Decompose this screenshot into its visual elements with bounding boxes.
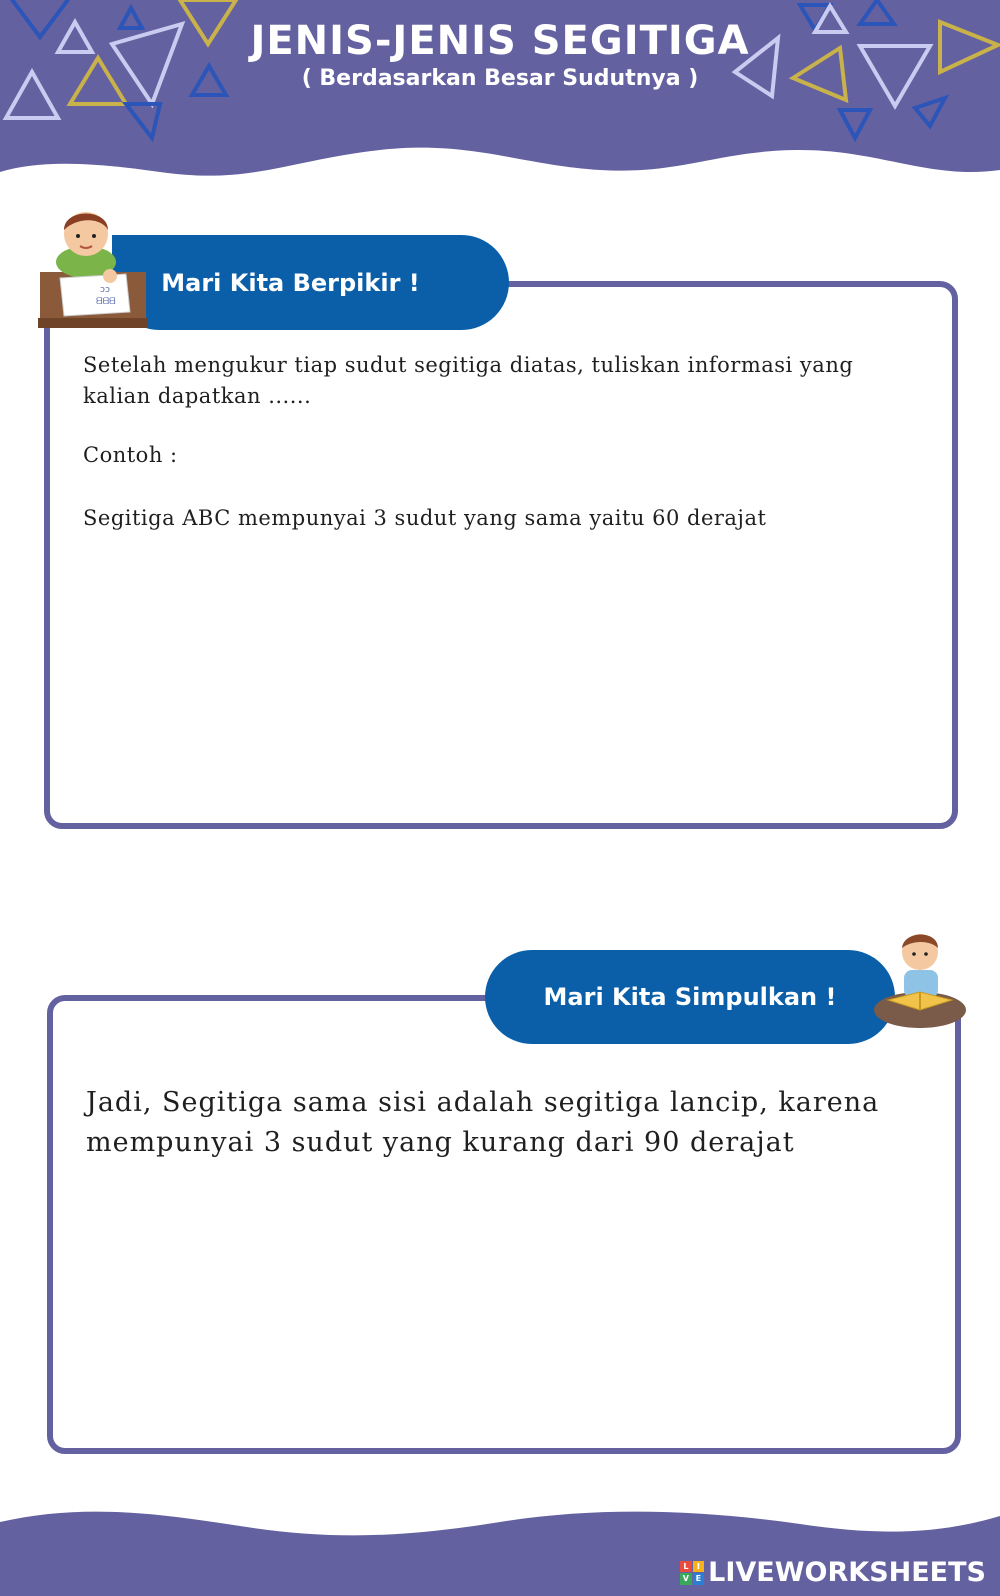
conclusion-text: Jadi, Segitiga sama sisi adalah segitiga lancip, karena mempunyai 3 sudut yang kurang dari 90 derajat bbox=[86, 1087, 880, 1158]
svg-text:ɔɔ: ɔɔ bbox=[100, 285, 110, 295]
example-label: Contoh : bbox=[83, 443, 178, 467]
think-instruction: Setelah mengukur tiap sudut segitiga diatas, tuliskan informasi yang kalian dapatkan ...... bbox=[83, 353, 854, 408]
page-title: JENIS-JENIS SEGITIGA bbox=[250, 18, 750, 64]
conclude-heading: Mari Kita Simpulkan ! bbox=[485, 950, 895, 1044]
student-writing-illustration bbox=[38, 200, 148, 330]
example-text: Segitiga ABC mempunyai 3 sudut yang sama yaitu 60 derajat bbox=[83, 506, 767, 530]
student-reading-illustration bbox=[874, 930, 974, 1030]
svg-text:ᗺᗺᗺ: ᗺᗺᗺ bbox=[96, 297, 116, 307]
brand-name: LIVEWORKSHEETS bbox=[708, 1557, 986, 1588]
liveworksheets-logo-icon: L I V E bbox=[680, 1561, 704, 1585]
think-heading: Mari Kita Berpikir ! bbox=[112, 235, 509, 330]
liveworksheets-brand bbox=[680, 1557, 986, 1588]
conclude-card bbox=[47, 995, 961, 1454]
page-subtitle: ( Berdasarkan Besar Sudutnya ) bbox=[301, 66, 699, 91]
